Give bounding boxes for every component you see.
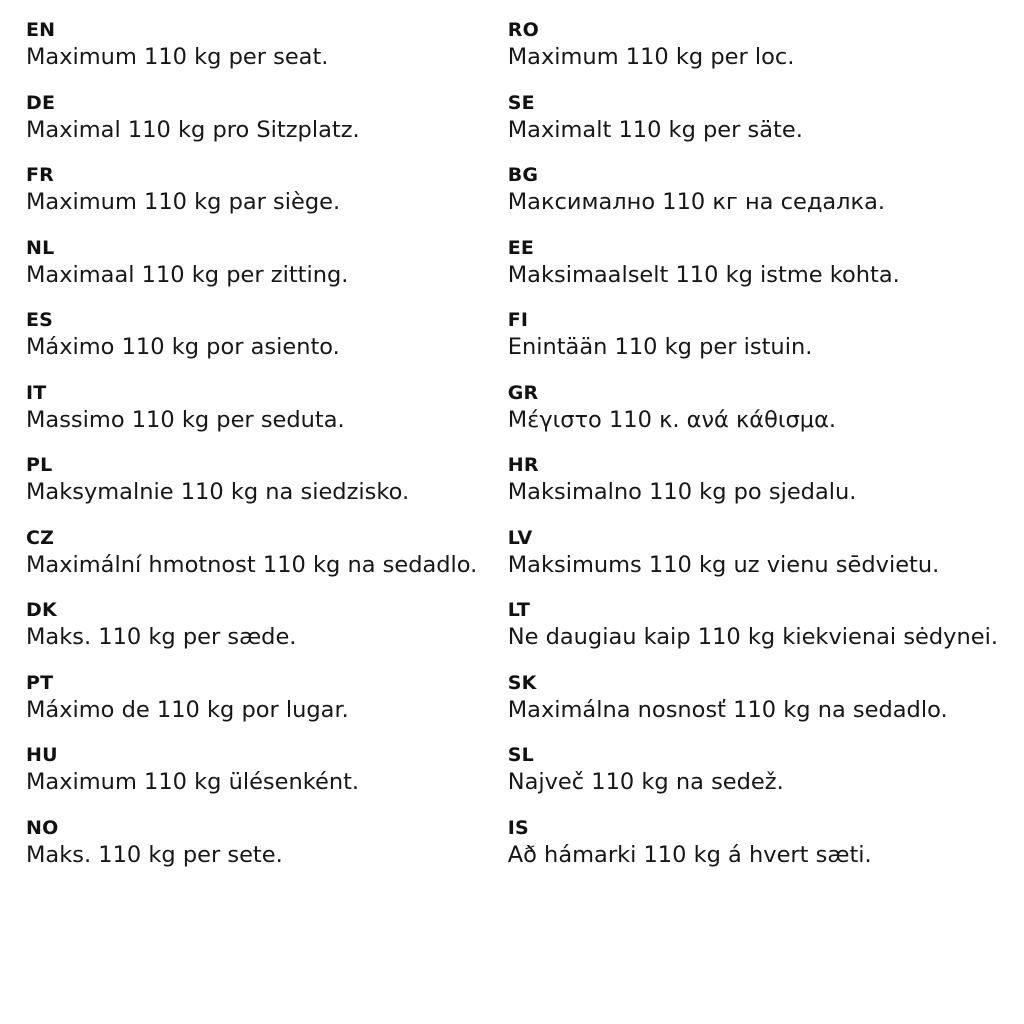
left-column	[26, 18, 508, 870]
language-entry	[26, 526, 500, 580]
language-code: SL	[507, 744, 534, 766]
language-text: Maksimaalselt 110 kg istme kohta.	[507, 261, 900, 288]
language-code: PT	[26, 671, 54, 694]
language-entry	[26, 236, 500, 290]
language-code: SE	[507, 91, 535, 114]
language-entry	[508, 671, 998, 725]
language-code: RO	[507, 19, 539, 41]
language-entry	[508, 743, 998, 797]
language-code: FI	[507, 309, 529, 331]
language-text: Maks. 110 kg per sæde.	[26, 624, 297, 650]
language-text: Maks. 110 kg per sete.	[26, 841, 283, 868]
language-text: Največ 110 kg na sedež.	[507, 769, 784, 795]
language-entry	[508, 526, 998, 580]
language-text: Maximum 110 kg per seat.	[26, 44, 329, 70]
language-code: NO	[26, 816, 59, 839]
language-code: PL	[26, 454, 53, 476]
language-code: DE	[26, 91, 56, 114]
language-text: Maksymalnie 110 kg na siedzisko.	[26, 479, 410, 505]
language-text: Maksimalno 110 kg po sjedalu.	[507, 479, 857, 505]
language-text: Máximo 110 kg por asiento.	[26, 334, 340, 360]
language-entry	[508, 381, 998, 435]
language-code: EN	[26, 19, 56, 41]
language-entry	[508, 816, 998, 870]
language-code: NL	[26, 236, 55, 259]
right-column	[508, 18, 998, 870]
language-entry	[508, 18, 998, 72]
language-text: Maksimums 110 kg uz vienu sēdvietu.	[507, 551, 940, 578]
language-entry	[26, 453, 500, 507]
language-text: Maximum 110 kg par siège.	[26, 189, 341, 215]
language-entry	[508, 308, 998, 362]
language-code: GR	[507, 381, 539, 404]
language-entry	[26, 816, 500, 870]
language-code: CZ	[26, 526, 55, 549]
language-entry	[26, 671, 500, 725]
language-entry	[26, 381, 500, 435]
language-entry	[26, 91, 500, 145]
language-entry	[508, 163, 998, 217]
language-text: Ne daugiau kaip 110 kg kiekvienai sėdynei.	[507, 624, 998, 650]
language-code: EE	[507, 236, 535, 259]
language-entry	[508, 91, 998, 145]
language-text: Максимално 110 кг на седалка.	[507, 189, 886, 215]
language-entry	[26, 598, 500, 652]
language-code: LV	[507, 526, 533, 549]
language-text: Maximaal 110 kg per zitting.	[26, 261, 349, 288]
language-columns	[26, 18, 998, 1014]
language-text: Μέγιστο 110 κ. ανά κάθισμα.	[507, 406, 837, 433]
language-code: SK	[507, 671, 537, 694]
language-code: IT	[26, 381, 47, 404]
language-entry	[26, 163, 500, 217]
language-code: BG	[507, 164, 539, 186]
language-text: Maximum 110 kg ülésenként.	[26, 769, 360, 795]
language-code: LT	[507, 599, 531, 621]
language-entry	[508, 453, 998, 507]
language-text: Maximálna nosnosť 110 kg na sedadlo.	[507, 696, 948, 723]
language-code: HU	[26, 744, 58, 766]
language-text: Að hámarki 110 kg á hvert sæti.	[507, 841, 872, 868]
language-entry	[26, 18, 500, 72]
language-text: Maximum 110 kg per loc.	[507, 44, 795, 70]
language-entry	[26, 743, 500, 797]
language-code: IS	[507, 816, 529, 839]
language-code: HR	[507, 454, 539, 476]
language-entry	[508, 236, 998, 290]
language-text: Massimo 110 kg per seduta.	[26, 406, 345, 433]
language-text: Maximal 110 kg pro Sitzplatz.	[26, 116, 360, 143]
language-code: DK	[26, 599, 57, 621]
language-text: Máximo de 110 kg por lugar.	[26, 696, 349, 723]
language-text: Enintään 110 kg per istuin.	[507, 334, 813, 360]
language-text: Maximalt 110 kg per säte.	[507, 116, 803, 143]
language-code: FR	[26, 164, 55, 186]
language-entry	[508, 598, 998, 652]
language-entry	[26, 308, 500, 362]
language-code: ES	[26, 309, 54, 331]
language-text: Maximální hmotnost 110 kg na sedadlo.	[26, 551, 478, 578]
